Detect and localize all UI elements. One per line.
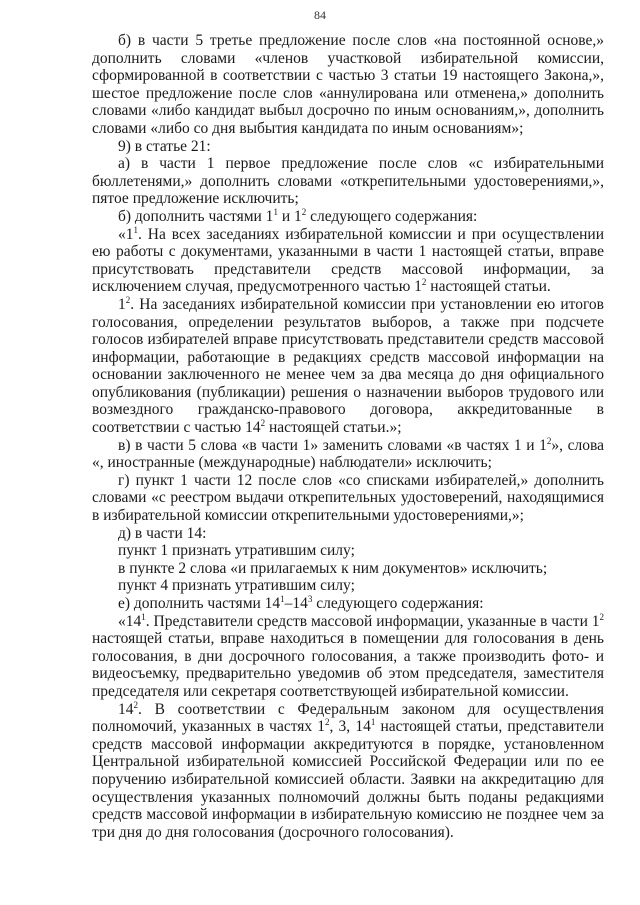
paragraph-b-add-parts: б) дополнить частями $1^1$ и $1^2$ следующего содержания:	[118, 206, 478, 225]
document-body	[92, 32, 604, 841]
paragraph-point4: пункт 4 признать утратившим силу;	[118, 577, 355, 595]
paragraph-point1: пункт 1 признать утратившим силу;	[118, 542, 355, 560]
paragraph-b-part5: б) в части 5 третье предложение после слов «на постоянной основе,» дополнить словами «членов участковой избирательной комиссии, сформированной в соответствии с частью 3 статьи 19 настоящего Закона,», шестое предложение после слов «аннулирована или отменена,» дополнить словами «либо кандидат выбыл досрочно по иным основаниям,», дополнить словами «либо со дня выбытия кандидата по иным основаниям»;	[92, 32, 604, 137]
paragraph-part-14-1: «$14^1$. Представители средств массовой информации, указанные в части $1^2$ настоящей статьи, вправе находиться в помещении для голосования в день голосования, в дни досрочного голосования, а также производить фото- и видеосъемку, предварительно уведомив об этом председателя, заместителя председателя или секретаря соответствующей избирательной комиссии.	[92, 611, 604, 700]
paragraph-d-part14: д) в части 14:	[118, 524, 207, 542]
paragraph-part-1-1: «$1^1$. На всех заседаниях избирательной комиссии и при осуществлении ею работы с документами, указанными в части 1 настоящей статьи, вправе присутствовать представители средств массовой информации, за исключением случая, предусмотренного частью $1^2$ настоящей статьи.	[92, 224, 604, 296]
paragraph-part-14-2: $14^2$. В соответствии с Федеральным законом для осуществления полномочий, указанных в частях $1^2$, 3, $14^1$ настоящей статьи, представители средств массовой информации аккредитуются в порядке, установленном Центральной избирательной комиссией Российской Федерации или по ее поручению избирательной комиссией области. Заявки на аккредитацию для осуществления указанных полномочий должны быть поданы редакциями средств массовой информации в избирательную комиссию не позднее чем за три дня до дня голосования (досрочного голосования).	[92, 699, 605, 841]
paragraph-part-1-2: $1^2$. На заседаниях избирательной комиссии при установлении ею итогов голосования, определении результатов выборов, а также при подсчете голосов избирателей вправе присутствовать представители средств массовой информации, работающие в редакциях средств массовой информации на основании заключенного не менее чем за два месяца до дня официального опубликования (публикации) решения о назначении выборов трудового или возмездного гражданско-правового договора, аккредитованные в соответствии с частью $14^2$ настоящей статьи.»;	[92, 294, 604, 437]
page-number: 84	[314, 8, 326, 22]
paragraph-point2: в пункте 2 слова «и прилагаемых к ним документов» исключить;	[118, 559, 548, 577]
paragraph-item9-article21: 9) в статье 21:	[118, 137, 211, 155]
paragraph-e-add-parts: е) дополнить частями $14^1-14^3$ следующего содержания:	[118, 593, 484, 612]
paragraph-v-part5: в) в части 5 слова «в части 1» заменить словами «в частях 1 и $1^2$», слова «, иностранные (международные) наблюдатели» исключить;	[92, 435, 604, 472]
paragraph-g-part12: г) пункт 1 части 12 после слов «со списками избирателей,» дополнить словами «с реестром выдачи открепительных удостоверений, находящимися в избирательной комиссии открепительными удостоверениями,»;	[92, 471, 604, 525]
paragraph-a-part1: а) в части 1 первое предложение после слов «с избирательными бюллетенями,» дополнить словами «открепительными удостоверениями,», пятое предложение исключить;	[92, 155, 604, 208]
